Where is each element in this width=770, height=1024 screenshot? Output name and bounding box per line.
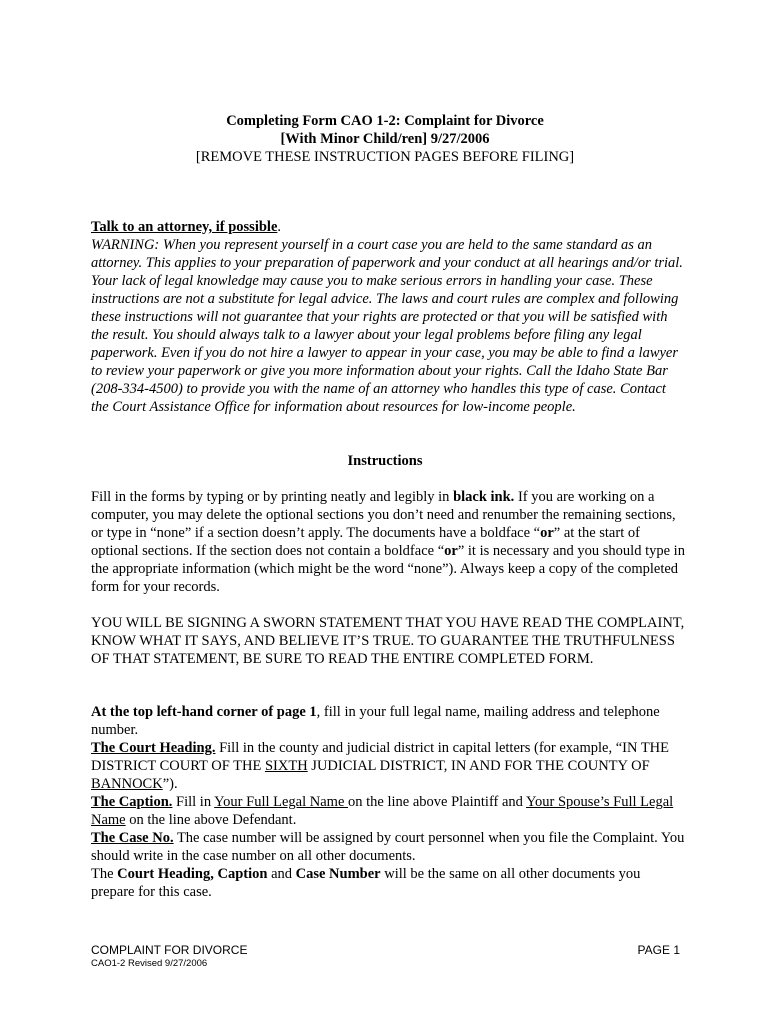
case-no-label: The Case No.: [91, 830, 174, 846]
same-case-number: Case Number: [295, 866, 381, 882]
title-line-2: [With Minor Child/ren] 9/27/2006: [280, 131, 490, 147]
same-text-e: will be the same on all other documents you prepare for this case.: [91, 866, 641, 900]
court-heading-bannock: BANNOCK: [91, 776, 163, 792]
top-left-corner-text: , fill in your full legal name, mailing address and telephone number.: [91, 704, 660, 738]
caption-spouse-name: Your Spouse’s Full Legal Name: [91, 794, 674, 828]
same-text-c: and: [267, 866, 296, 882]
talk-heading: Talk to an attorney, if possible: [91, 219, 278, 235]
fill-in-paragraph: [91, 488, 685, 596]
instructions-heading: Instructions: [347, 453, 423, 469]
document-title: [0, 112, 770, 166]
page-number: PAGE 1: [637, 943, 680, 957]
court-heading-sixth: SIXTH: [264, 758, 308, 774]
sworn-statement-text: YOU WILL BE SIGNING A SWORN STATEMENT THAT YOU HAVE READ THE COMPLAINT, KNOW WHAT IT SAYS, AND BELIEVE IT’S TRUE. TO GUARANTEE THE TRUTHFULNESS OF THAT STATEMENT, BE SURE TO READ THE ENTIRE COMPLETED FORM.: [91, 615, 685, 667]
top-left-corner-label: At the top left-hand corner of page 1: [91, 704, 317, 720]
footer-form-title: COMPLAINT FOR DIVORCE: [91, 943, 248, 957]
caption-full-legal-name: Your Full Legal Name: [214, 794, 349, 810]
caption-text-b: on the line above Plaintiff and: [348, 794, 527, 810]
case-no-text: The case number will be assigned by court personnel when you file the Complaint. You should write in the case number on all other documents.: [91, 830, 685, 864]
fill-in-text-d: ” at the start of optional sections. If the section does not contain a boldface “: [91, 525, 640, 559]
or-bold-2: or: [444, 543, 458, 559]
form-details-section: [91, 703, 685, 901]
sworn-statement-paragraph: [91, 614, 685, 668]
footer-revision: CAO1-2 Revised 9/27/2006: [91, 958, 208, 969]
title-line-1: Completing Form CAO 1-2: Complaint for Divorce: [226, 113, 544, 129]
attorney-warning-section: [91, 218, 685, 416]
fill-in-text-e: ” it is necessary and you should type in the appropriate information (which might be the word “none”). Always keep a copy of the completed form for your records.: [91, 543, 685, 595]
same-court-heading-caption: Court Heading, Caption: [117, 866, 268, 882]
title-line-3: [REMOVE THESE INSTRUCTION PAGES BEFORE FILING]: [195, 149, 575, 165]
court-heading-text-b: JUDICIAL DISTRICT, IN AND FOR THE COUNTY OF: [307, 758, 650, 774]
footer-left: [91, 943, 247, 971]
same-text-a: The: [91, 866, 118, 882]
fill-in-text-a: Fill in the forms by typing or by printing neatly and legibly in: [91, 489, 454, 505]
caption-text-c: on the line above Defendant.: [125, 812, 297, 828]
talk-heading-period: .: [277, 219, 282, 235]
caption-text-a: Fill in: [172, 794, 215, 810]
warning-text: WARNING: When you represent yourself in a court case you are held to the same standard as an attorney. This applies to your preparation of paperwork and your conduct at all hearings and/or trial. Your lack of legal knowledge may cause you to make serious errors in handling your case. These instructions are not a substitute for legal advice. The laws and court rules are complex and following these instructions will not guarantee that your rights are protected or that you will be satisfied with the result. You should always talk to a lawyer about your legal problems before filing any legal paperwork. Even if you do not hire a lawyer to appear in your case, you may be able to find a lawyer to review your paperwork or give you more information about your rights. Call the Idaho State Bar (208-334-4500) to provide you with the name of an attorney who handles this type of case. Contact the Court Assistance Office for information about resources for low-income people.: [91, 237, 683, 415]
court-heading-text-a: Fill in the county and judicial district in capital letters (for example, “IN THE DISTRICT COURT OF THE: [91, 740, 670, 774]
black-ink-text: black ink.: [453, 489, 515, 505]
or-bold-1: or: [540, 525, 554, 541]
court-heading-label: The Court Heading.: [91, 740, 216, 756]
caption-label: The Caption.: [91, 794, 173, 810]
fill-in-text-c: If you are working on a computer, you may delete the optional sections you don’t need and renumber the remaining sections, or type in “none” if a section doesn’t apply. The documents have a boldface “: [91, 489, 676, 541]
court-heading-text-c: ”).: [162, 776, 178, 792]
